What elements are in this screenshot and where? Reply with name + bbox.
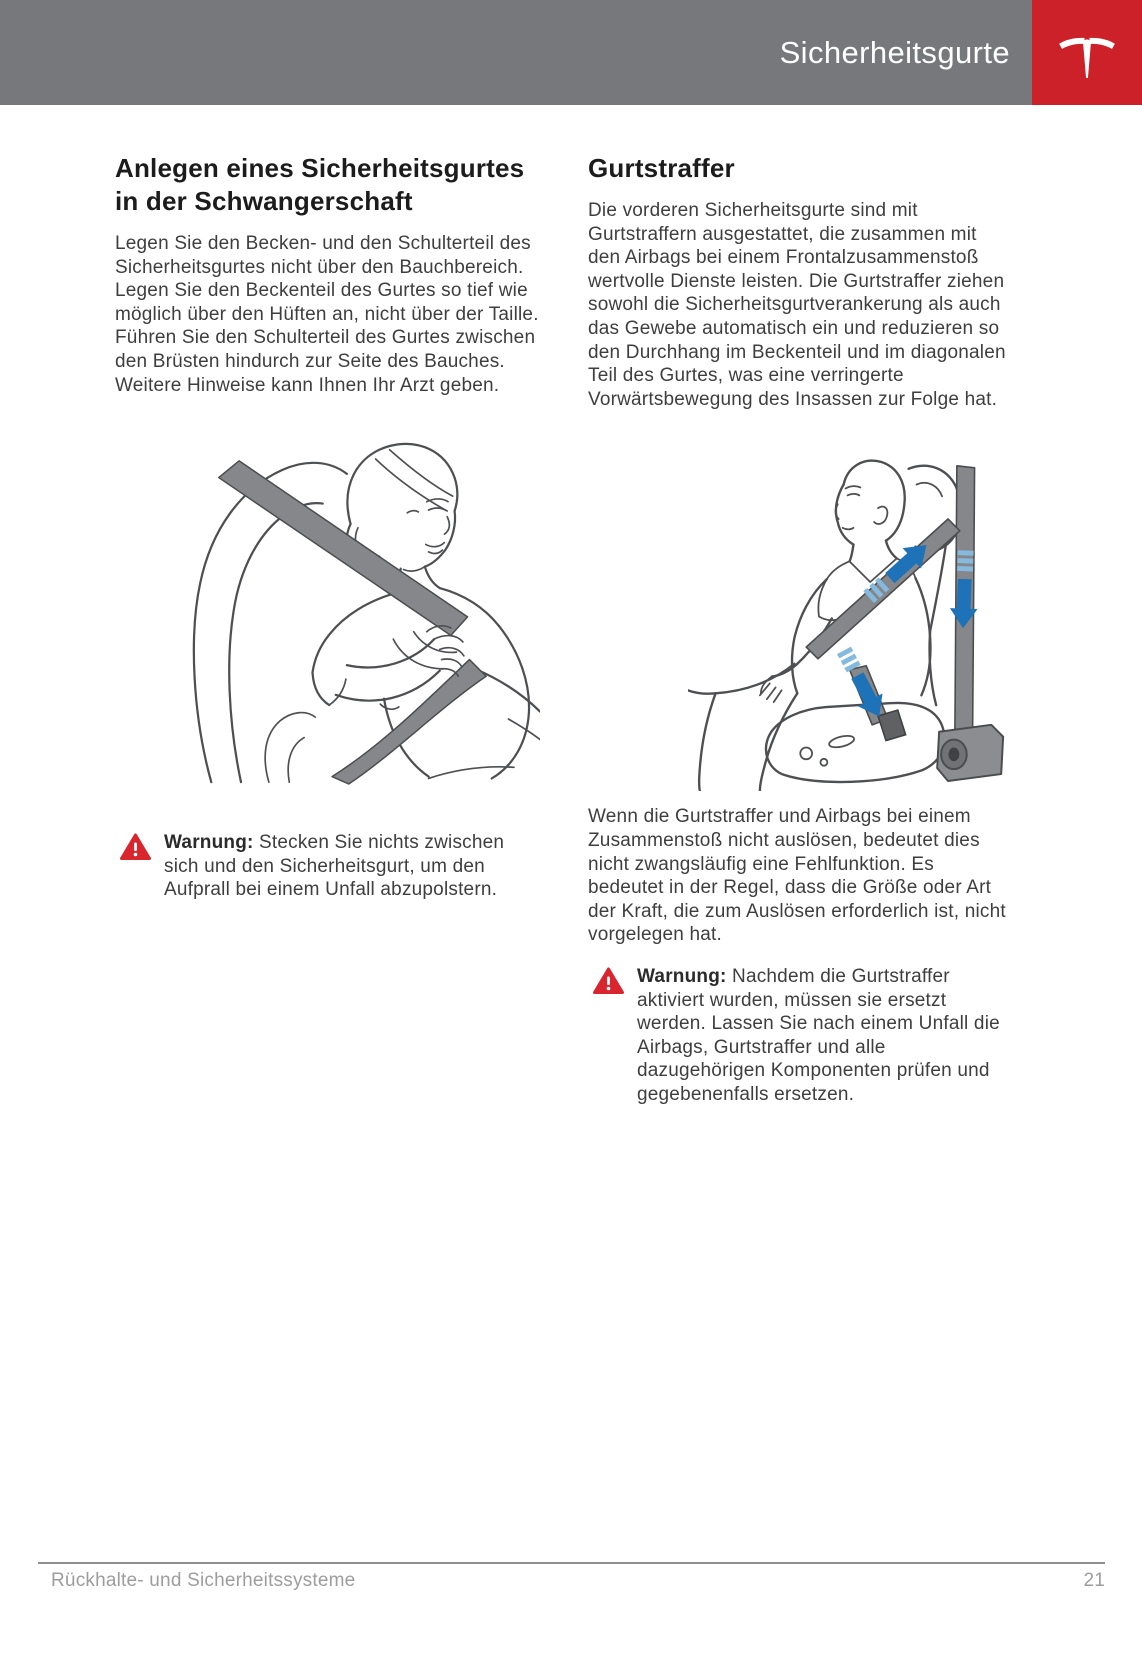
tesla-logo-icon [1058, 24, 1116, 82]
warning-note-pregnancy [115, 831, 540, 902]
pregnant-woman-illustration [150, 409, 540, 795]
page-header [0, 0, 1142, 105]
section-heading-pretensioner: Gurtstraffer [588, 153, 735, 183]
retraction-arrow-shoulder [859, 535, 935, 608]
chapter-title: Sicherheitsgurte [779, 34, 1010, 70]
pregnancy-paragraph: Legen Sie den Becken- und den Schulterteil des Sicherheitsgurtes nicht über den Bauchbereich. Legen Sie den Beckenteil des Gurtes so tief wie möglich über den Hüften an, nicht über der Taille. Führen Sie den Schulterteil des Gurtes zwischen den Brüsten hindurch zur Seite des Bauches. Weitere Hinweise kann Ihnen Ihr Arzt geben. [115, 233, 539, 396]
footer-section-title: Rückhalte- und Sicherheitssysteme [51, 1570, 356, 1591]
retraction-arrow-pillar [949, 550, 979, 629]
section-heading-pregnancy: Anlegen eines Sicherheitsgurtes in der Schwangerschaft [115, 153, 525, 216]
pretensioner-paragraph-2: Wenn die Gurtstraffer und Airbags bei einem Zusammenstoß nicht auslösen, bedeutet dies nicht zwangsläufig eine Fehlfunktion. Es bedeutet in der Regel, dass die Größe oder Art der Kraft, die zum Auslösen erforderlich ist, nicht vorgelegen hat. [588, 806, 1006, 946]
warning-icon [593, 967, 624, 995]
warning-text: Warnung: Nachdem die Gurtstraffer aktiviert wurden, müssen sie ersetzt werden. Lassen Sie nach einem Unfall die Airbags, Gurtstraffer und alle dazugehörigen Komponenten prüfen und gegebenenfalls ersetzen. [637, 965, 1000, 1105]
page-number: 21 [1083, 1570, 1105, 1591]
left-column [115, 152, 540, 1106]
brand-logo-box [1032, 0, 1142, 105]
warning-note-pretensioner [588, 965, 1013, 1107]
pretensioner-paragraph-1: Die vorderen Sicherheitsgurte sind mit Gurtstraffern ausgestattet, die zusammen mit den Airbags bei einem Frontalzusammenstoß wertvolle Dienste leisten. Die Gurtstraffer ziehen sowohl die Sicherheitsgurtverankerung als auch das Gewebe automatisch ein und reduzieren so den Durchhang im Beckenteil und im diagonalen Teil des Gurtes, was eine verringerte Vorwärtsbewegung des Insassen zur Folge hat. [588, 200, 1006, 410]
warning-text: Warnung: Stecken Sie nichts zwischen sich und den Sicherheitsgurt, um den Aufprall bei einem Unfall abzupolstern. [164, 832, 505, 901]
page-footer [38, 1562, 1105, 1592]
content-columns [0, 105, 1142, 1106]
warning-icon [120, 833, 151, 861]
right-column [588, 152, 1013, 1106]
pretensioner-illustration [688, 441, 1013, 791]
